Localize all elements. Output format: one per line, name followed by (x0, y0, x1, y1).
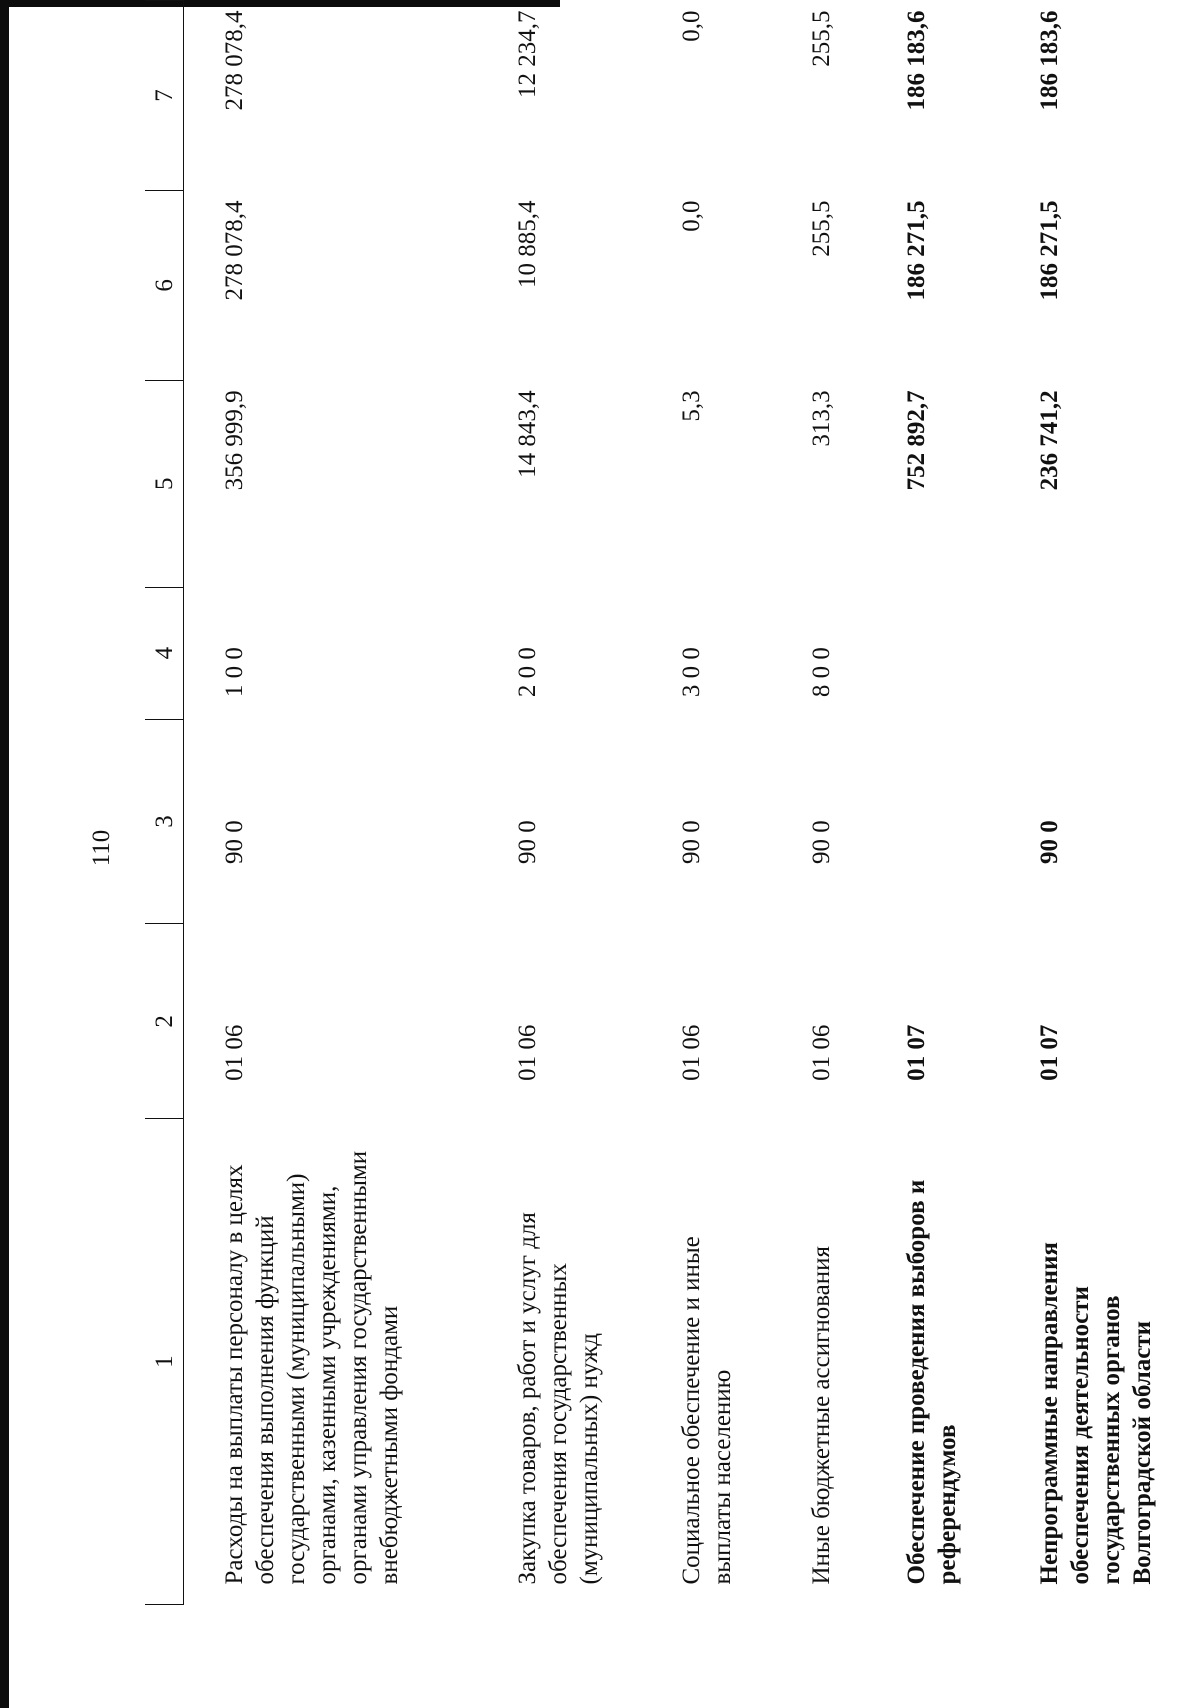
budget-table (145, 0, 1194, 1605)
cell-type (866, 587, 999, 719)
cell-value: 0,0 (678, 10, 705, 42)
cell-value: 255,5 (808, 200, 835, 257)
cell-section: 01 06 (514, 1024, 541, 1081)
page-number: 110 (88, 829, 115, 867)
cell-value: 14 843,4 (514, 390, 541, 478)
row-name: Расходы на выплаты персоналу в целях обеспечения выполнения функций государственными (муниципальными) органами, казенными учреждениями, органами управления государственными внебюджетными фондами (221, 1150, 403, 1585)
cell-target: 90 0 (1036, 820, 1063, 864)
cell-value: 255,5 (808, 10, 835, 67)
cell-section: 01 07 (1036, 1024, 1063, 1081)
table-row (771, 1, 866, 1605)
cell-value: 5,3 (678, 390, 705, 422)
cell-value: 278 078,4 (221, 200, 248, 301)
cell-type (999, 587, 1194, 719)
cell-section: 01 06 (221, 1024, 248, 1081)
cell-target: 90 0 (514, 820, 541, 864)
cell-value: 186 183,6 (903, 10, 930, 111)
cell-type: 2 0 0 (514, 647, 541, 698)
table-row (184, 1, 478, 1605)
column-header: 7 (145, 1, 184, 191)
cell-type: 3 0 0 (678, 647, 705, 698)
cell-section: 01 06 (678, 1024, 705, 1081)
cell-value: 186 271,5 (1036, 200, 1063, 301)
row-name: Социальное обеспечение и иные выплаты населению (678, 1236, 736, 1585)
row-name: Закупка товаров, работ и услуг для обеспечения государственных (муниципальных) нужд (514, 1212, 603, 1585)
row-name: Непрограммные направления обеспечения деятельности государственных органов Волгоградской области (1036, 1242, 1156, 1585)
column-header: 2 (145, 924, 184, 1119)
cell-type: 1 0 0 (221, 647, 248, 698)
cell-value: 10 885,4 (514, 200, 541, 288)
row-name: Иные бюджетные ассигнования (808, 1245, 835, 1585)
table-row (866, 1, 999, 1605)
header-row (145, 1, 184, 1605)
table-row (477, 1, 641, 1605)
cell-target (866, 719, 999, 924)
cell-value: 356 999,9 (221, 390, 248, 491)
column-header: 3 (145, 719, 184, 924)
column-header: 6 (145, 190, 184, 380)
column-header: 4 (145, 587, 184, 719)
cell-target: 90 0 (808, 820, 835, 864)
cell-value: 186 271,5 (903, 200, 930, 301)
cell-value: 0,0 (678, 200, 705, 232)
cell-value: 752 892,7 (903, 390, 930, 491)
row-name: Обеспечение проведения выборов и референдумов (903, 1179, 961, 1585)
cell-target: 90 0 (221, 820, 248, 864)
cell-value: 278 078,4 (221, 10, 248, 111)
cell-value: 12 234,7 (514, 10, 541, 98)
cell-target: 90 0 (678, 820, 705, 864)
cell-type: 8 0 0 (808, 647, 835, 698)
table-row (641, 1, 771, 1605)
cell-value: 313,3 (808, 390, 835, 447)
cell-section: 01 06 (808, 1024, 835, 1081)
cell-value: 186 183,6 (1036, 10, 1063, 111)
column-header: 1 (145, 1119, 184, 1605)
table-row (999, 1, 1194, 1605)
cell-section: 01 07 (903, 1024, 930, 1081)
column-header: 5 (145, 380, 184, 587)
cell-value: 236 741,2 (1036, 390, 1063, 491)
